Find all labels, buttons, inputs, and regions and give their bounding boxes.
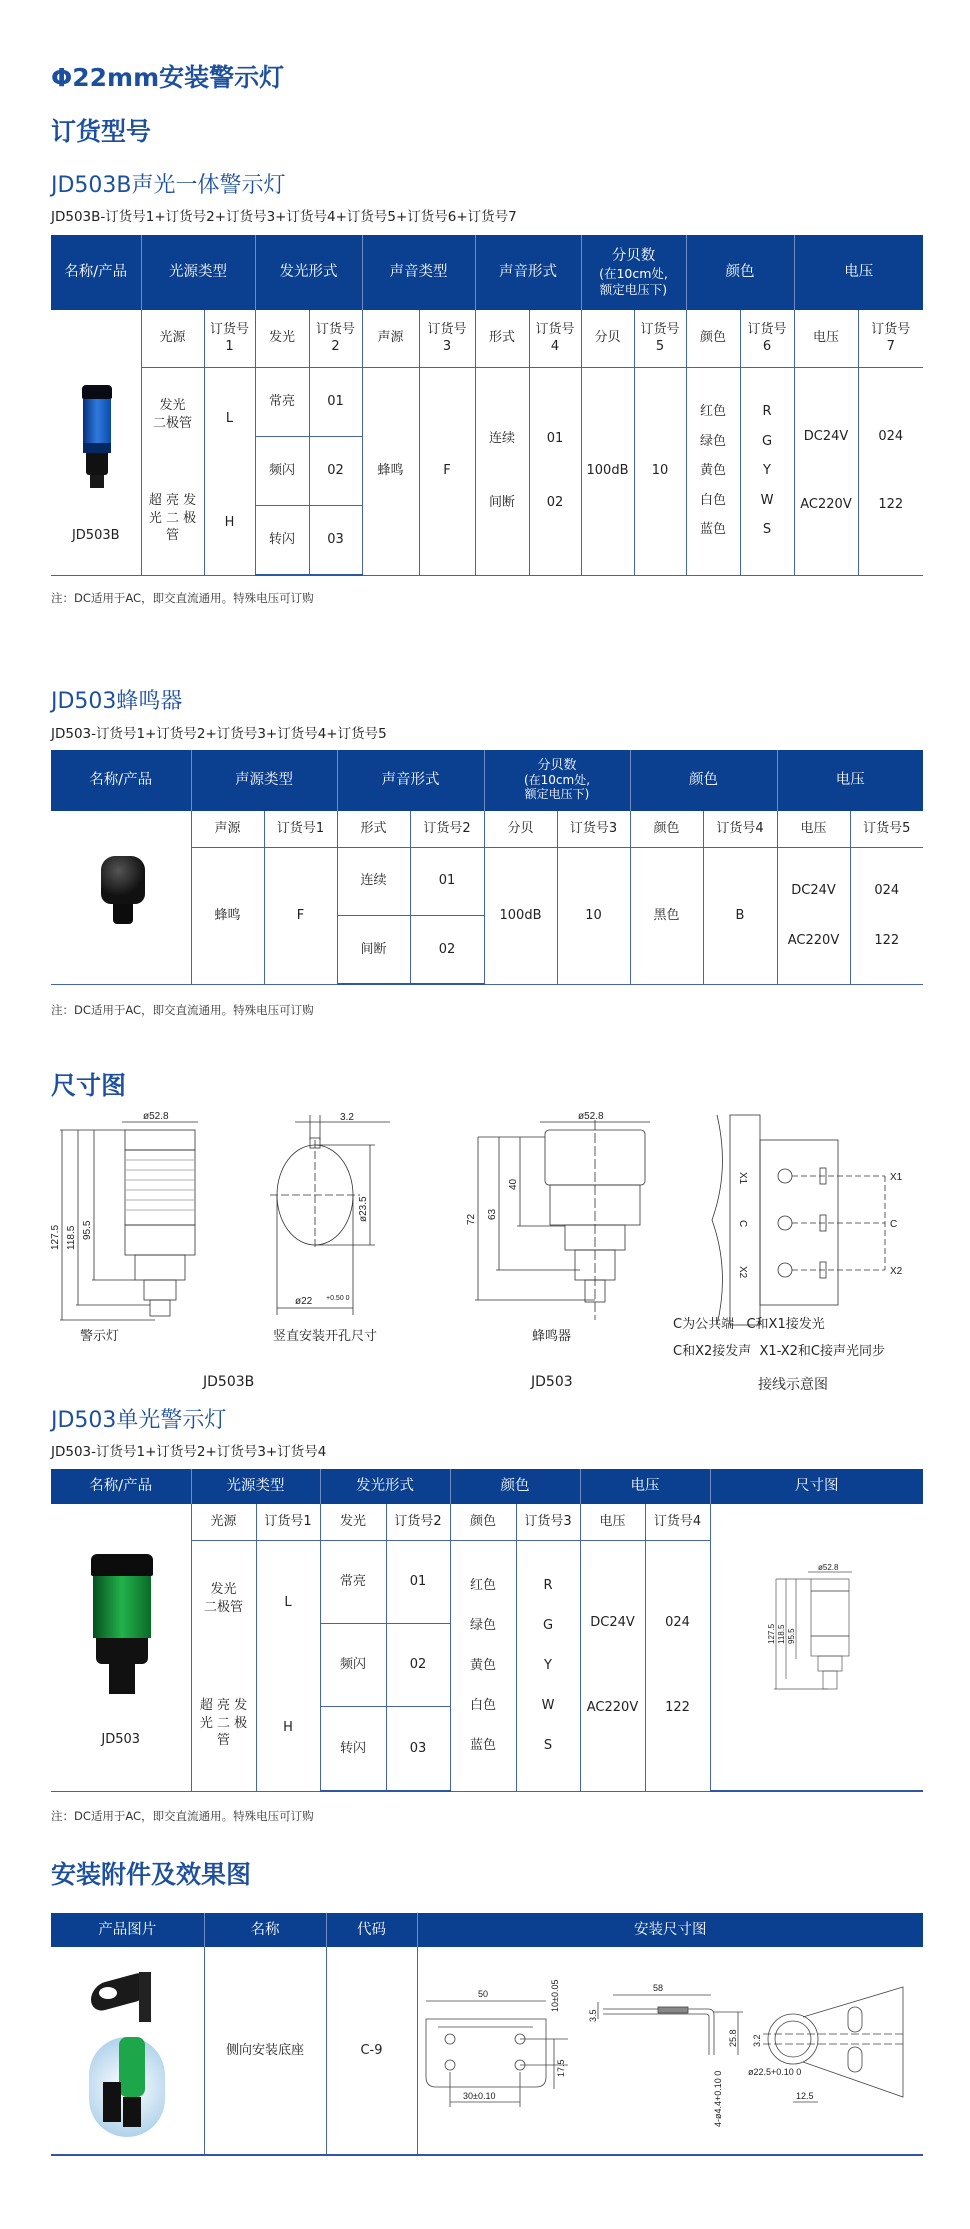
terminal-x2-label: X2 [737,1266,748,1279]
jd503b-formula: JD503B-订货号1+订货号2+订货号3+订货号4+订货号5+订货号6+订货号7 [51,209,517,225]
voltage-code-122: 122 [665,1700,690,1716]
dim-30: 30±0.10 [462,2091,495,2101]
jd503b-product-image [82,385,112,490]
th-code: 代码 [326,1913,417,1947]
sound-form-continuous: 连续 [488,431,515,447]
th-light-mode: 发光形式 [320,1469,450,1504]
subheader-2: 发光 [255,310,309,367]
voltage-dc24: DC24V [791,882,836,898]
buzzer-diameter-label: ø52.8 [578,1111,604,1122]
hole-caption: 竖直安装开孔尺寸 [273,1329,378,1344]
th-decibel-l1: 分贝数 [537,758,577,774]
mounted-effect-image [89,2037,165,2137]
th-name: 名称 [204,1913,326,1947]
sound-form-code-02: 02 [410,916,484,985]
mode-rotate-code: 03 [309,506,362,575]
model-jd503-label: JD503 [531,1374,573,1390]
buzzer-drawing [466,1111,650,1320]
subheader-8: 电压 [777,811,850,847]
th-decibel-l2: (在10cm处, [523,773,591,788]
dimensions-heading: 尺寸图 [51,1071,127,1100]
subheader-3: 订货号2 [386,1504,450,1540]
th-product-image: 产品图片 [51,1913,204,1947]
color-0: 红色 [699,404,726,420]
mode-steady-code: 01 [309,367,362,436]
subheader-1: 订货号1 [256,1504,320,1540]
model-jd503b-label: JD503B [203,1374,255,1390]
bracket-top-view [748,1987,903,2102]
jd503-single-heading: JD503单光警示灯 [51,1408,227,1433]
subheader-2: 形式 [337,811,410,847]
jd503-buzzer-note: 注：DC适用于AC，即交直流通用。特殊电压可订购 [51,1003,314,1017]
subheader-7: 订货号4 [703,811,777,847]
color-3: 白色 [469,1697,496,1713]
sound-form-intermittent: 间断 [337,916,410,985]
dim-12-5: 12.5 [795,2091,814,2101]
th-color: 颜色 [450,1469,580,1504]
mode-strobe: 频闪 [320,1623,386,1706]
wiring-line-2 [673,1340,885,1359]
bracket-side-view [588,1983,743,2127]
dim-3-2: 3.2 [751,2034,762,2047]
dim-25-8: 25.8 [727,2029,738,2047]
color-code-0: R [762,404,772,420]
decibel: 100dB [484,847,557,984]
buzzer-h3-label: 40 [508,1178,519,1190]
mode-rotate-code: 03 [386,1707,450,1791]
product-cell [51,1504,191,1791]
sound-form-code-01: 01 [410,847,484,916]
wire-c-label: C [890,1219,898,1230]
color-code-3: W [760,492,774,508]
subheader-7: 订货号4 [645,1504,710,1540]
color-cell [450,1540,516,1791]
subheader-5: 订货号3 [516,1504,580,1540]
th-voltage: 电压 [794,235,923,310]
subheader-12: 电压 [794,310,858,367]
hole-d2-label: ø22 [295,1296,313,1307]
mode-steady-code: 01 [386,1540,450,1623]
product-cell [51,811,191,984]
wire-x2-label: X2 [890,1266,903,1277]
lamp-h2-label: 118.5 [66,1225,77,1250]
lamp-caption: 警示灯 [80,1329,120,1344]
th-decibel-l2: (在10cm处, [599,265,668,281]
light-src-bright-led: 超 亮 发 光 二 极 管 [148,493,197,544]
accessory-name: 侧向安装底座 [204,1947,326,2155]
th-voltage: 电压 [777,750,923,811]
decibel: 100dB [581,367,634,575]
dim-holes: 4-ø4.4+0.10 0 [712,2070,723,2127]
bracket-dimension-drawing [418,1947,918,2147]
buzzer-product-image [101,856,145,924]
subheader-4: 分贝 [484,811,557,847]
color-code-1: G [542,1617,554,1633]
voltage-ac220: AC220V [800,497,852,513]
voltage-ac220: AC220V [586,1700,639,1716]
color-code: B [703,847,777,984]
th-mount-dims: 安装尺寸图 [417,1913,923,1947]
th-decibel-l3: 额定电压下) [599,281,668,297]
dim-17-5: 17.5 [555,2059,566,2077]
color-2: 黄色 [469,1657,496,1673]
th-decibel [484,750,630,811]
th-voltage: 电压 [580,1469,710,1504]
dim-10: 10±0.05 [549,1979,560,2012]
th-sound-form: 声音形式 [475,235,581,310]
terminal-c-label: C [737,1220,748,1228]
sound-form-code-cell [529,367,581,575]
voltage-code-122: 122 [878,497,904,513]
color: 黑色 [630,847,703,984]
th-product: 名称/产品 [51,235,141,310]
color-code-cell [740,367,794,575]
th-product: 名称/产品 [51,750,191,811]
jd503-buzzer-heading: JD503蜂鸣器 [51,689,183,714]
voltage-cell [794,367,858,575]
light-code-h: H [283,1720,293,1736]
subheader-5: 订货号3 [557,811,630,847]
color-3: 白色 [699,492,726,508]
voltage-code-cell [858,367,923,575]
voltage-cell [777,847,850,984]
voltage-code-024: 024 [665,1615,690,1631]
dimension-drawings [40,1110,940,1340]
subheader-8: 分贝 [581,310,634,367]
th-sound-type: 声源类型 [191,750,337,811]
light-src-led: 发光 二极管 [203,1582,243,1615]
wiring-light: C和X1接发光 [746,1317,825,1332]
sound-form-code-02: 02 [546,494,564,510]
accessory-code: C-9 [326,1947,417,2155]
mode-strobe-code: 02 [309,436,362,505]
dim-58: 58 [652,1983,663,1993]
product-cell [51,310,141,575]
buzzer-h2-label: 63 [487,1208,498,1220]
th-dimension: 尺寸图 [710,1469,923,1504]
dim-diameter-label: ø52.8 [817,1564,838,1572]
jd503b-heading: JD503B声光一体警示灯 [51,173,286,198]
subheader-1: 订货号 1 [204,310,255,367]
dim-h1-label: 127.5 [766,1623,776,1644]
th-product: 名称/产品 [51,1469,191,1504]
jd503-buzzer-formula: JD503-订货号1+订货号2+订货号3+订货号4+订货号5 [51,726,387,742]
jd503-product-image [91,1554,153,1694]
subheader-0: 光源 [141,310,204,367]
lamp-h3-label: 95.5 [82,1220,93,1240]
jd503-single-table [51,1469,923,1792]
wiring-caption: 接线示意图 [758,1377,828,1393]
decibel-code: 10 [557,847,630,984]
light-src-bright-led: 超 亮 发 光 二 极 管 [199,1698,248,1749]
subheader-6: 电压 [580,1504,645,1540]
subheader-2: 发光 [320,1504,386,1540]
th-color: 颜色 [686,235,794,310]
color-0: 红色 [469,1577,496,1593]
subheader-9: 订货号5 [850,811,923,847]
dim-h3-label: 95.5 [786,1628,796,1644]
color-code-cell [516,1540,580,1791]
jd503-dimension-drawing [756,1564,876,1694]
voltage-code-122: 122 [874,932,900,948]
subheader-3: 订货号 2 [309,310,362,367]
color-code-4: S [543,1737,553,1753]
mode-steady: 常亮 [320,1540,386,1623]
subheader-1: 订货号1 [264,811,337,847]
th-decibel-l1: 分贝数 [611,247,656,264]
subheader-0: 光源 [191,1504,256,1540]
product-name: JD503 [101,1731,141,1747]
terminal-x1-label: X1 [737,1172,748,1185]
voltage-cell [580,1540,645,1791]
wiring-line-1 [673,1313,825,1332]
accessories-heading: 安装附件及效果图 [51,1860,252,1889]
buzzer-caption: 蜂鸣器 [532,1329,572,1344]
dim-h2-label: 118.5 [776,1624,786,1644]
lamp-diameter-label: ø52.8 [143,1111,169,1122]
hole-key-width-label: 3.2 [340,1112,354,1123]
mode-strobe: 频闪 [255,436,309,505]
light-code-l: L [225,411,234,427]
sound-form-cell [475,367,529,575]
mount-hole-drawing [270,1112,390,1315]
sound-form-code-01: 01 [546,431,564,447]
accessory-image-cell [51,1947,204,2155]
subheader-7: 订货号 4 [529,310,581,367]
mode-rotate: 转闪 [320,1707,386,1791]
color-code-0: R [543,1577,553,1593]
subheader-4: 颜色 [450,1504,516,1540]
mode-steady: 常亮 [255,367,309,436]
wiring-common: C为公共端 [673,1317,735,1332]
subheader-11: 订货号 6 [740,310,794,367]
dimension-cell [710,1504,923,1791]
accessories-table [51,1913,923,2156]
color-code-1: G [761,433,773,449]
th-light-type: 光源类型 [191,1469,320,1504]
light-source-cell [141,367,204,575]
color-cell [686,367,740,575]
wiring-sync: X1-X2和C接声光同步 [759,1344,886,1359]
jd503-buzzer-table [51,750,923,985]
th-sound-form: 声音形式 [337,750,484,811]
voltage-code-024: 024 [878,428,904,444]
voltage-ac220: AC220V [787,932,840,948]
order-heading: 订货型号 [51,117,152,146]
light-code-cell [256,1540,320,1791]
th-light-mode: 发光形式 [255,235,362,310]
subheader-6: 颜色 [630,811,703,847]
th-light-type: 光源类型 [141,235,255,310]
dim-22-5: ø22.5+0.10 0 [747,2067,801,2077]
sound-code: F [264,847,337,984]
lamp-h1-label: 127.5 [50,1224,61,1250]
hole-d1-label: ø23.5 [358,1196,369,1222]
color-4: 蓝色 [469,1737,496,1753]
th-decibel-l3: 额定电压下) [524,786,590,801]
lamp-drawing [50,1111,198,1320]
voltage-code-cell [850,847,923,984]
jd503-single-formula: JD503-订货号1+订货号2+订货号3+订货号4 [51,1444,327,1460]
voltage-dc24: DC24V [803,428,849,444]
dim-3-5: 3.5 [587,2009,598,2022]
subheader-0: 声源 [191,811,264,847]
th-sound-type: 声音类型 [362,235,475,310]
th-decibel [581,235,686,310]
sound-form-continuous: 连续 [337,847,410,916]
light-source-cell [191,1540,256,1791]
page-title: Φ22mm安装警示灯 [51,63,285,92]
subheader-4: 声源 [362,310,419,367]
subheader-6: 形式 [475,310,529,367]
color-2: 黄色 [699,463,726,479]
sound-src: 蜂鸣 [362,367,419,575]
subheader-3: 订货号2 [410,811,484,847]
jd503b-note: 注：DC适用于AC，即交直流通用。特殊电压可订购 [51,591,314,605]
voltage-dc24: DC24V [590,1615,635,1631]
dim-50: 50 [477,1989,488,1999]
color-4: 蓝色 [699,521,726,537]
decibel-code: 10 [634,367,686,575]
color-1: 绿色 [699,433,726,449]
color-code-3: W [541,1697,555,1713]
color-1: 绿色 [469,1617,496,1633]
sound-code: F [419,367,475,575]
voltage-code-cell [645,1540,710,1791]
subheader-10: 颜色 [686,310,740,367]
sound-form-intermittent: 间断 [488,494,515,510]
hole-d2-tol: +0.50 0 [326,1295,350,1302]
light-code-l: L [284,1595,292,1611]
mode-rotate: 转闪 [255,506,309,575]
color-code-4: S [762,521,772,537]
wiring-diagram [712,1115,903,1325]
jd503b-order-table [51,235,923,576]
product-name: JD503B [71,527,120,543]
color-code-2: Y [763,463,771,479]
mode-strobe-code: 02 [386,1623,450,1706]
mount-dims-cell [417,1947,923,2155]
wiring-sound: C和X2接发声 [673,1344,752,1359]
subheader-9: 订货号 5 [634,310,686,367]
voltage-code-024: 024 [874,882,900,898]
light-src-led: 发光 二极管 [152,398,192,431]
jd503-single-note: 注：DC适用于AC，即交直流通用。特殊电压可订购 [51,1809,314,1823]
color-code-2: Y [544,1657,552,1673]
buzzer-h1-label: 72 [466,1213,477,1225]
light-code-cell [204,367,255,575]
sound-src: 蜂鸣 [191,847,264,984]
subheader-5: 订货号 3 [419,310,475,367]
light-code-h: H [224,514,235,530]
th-color: 颜色 [630,750,777,811]
wire-x1-label: X1 [890,1172,903,1183]
subheader-13: 订货号 7 [858,310,923,367]
bracket-front-view [426,1980,568,2107]
bracket-image [91,1967,161,2022]
